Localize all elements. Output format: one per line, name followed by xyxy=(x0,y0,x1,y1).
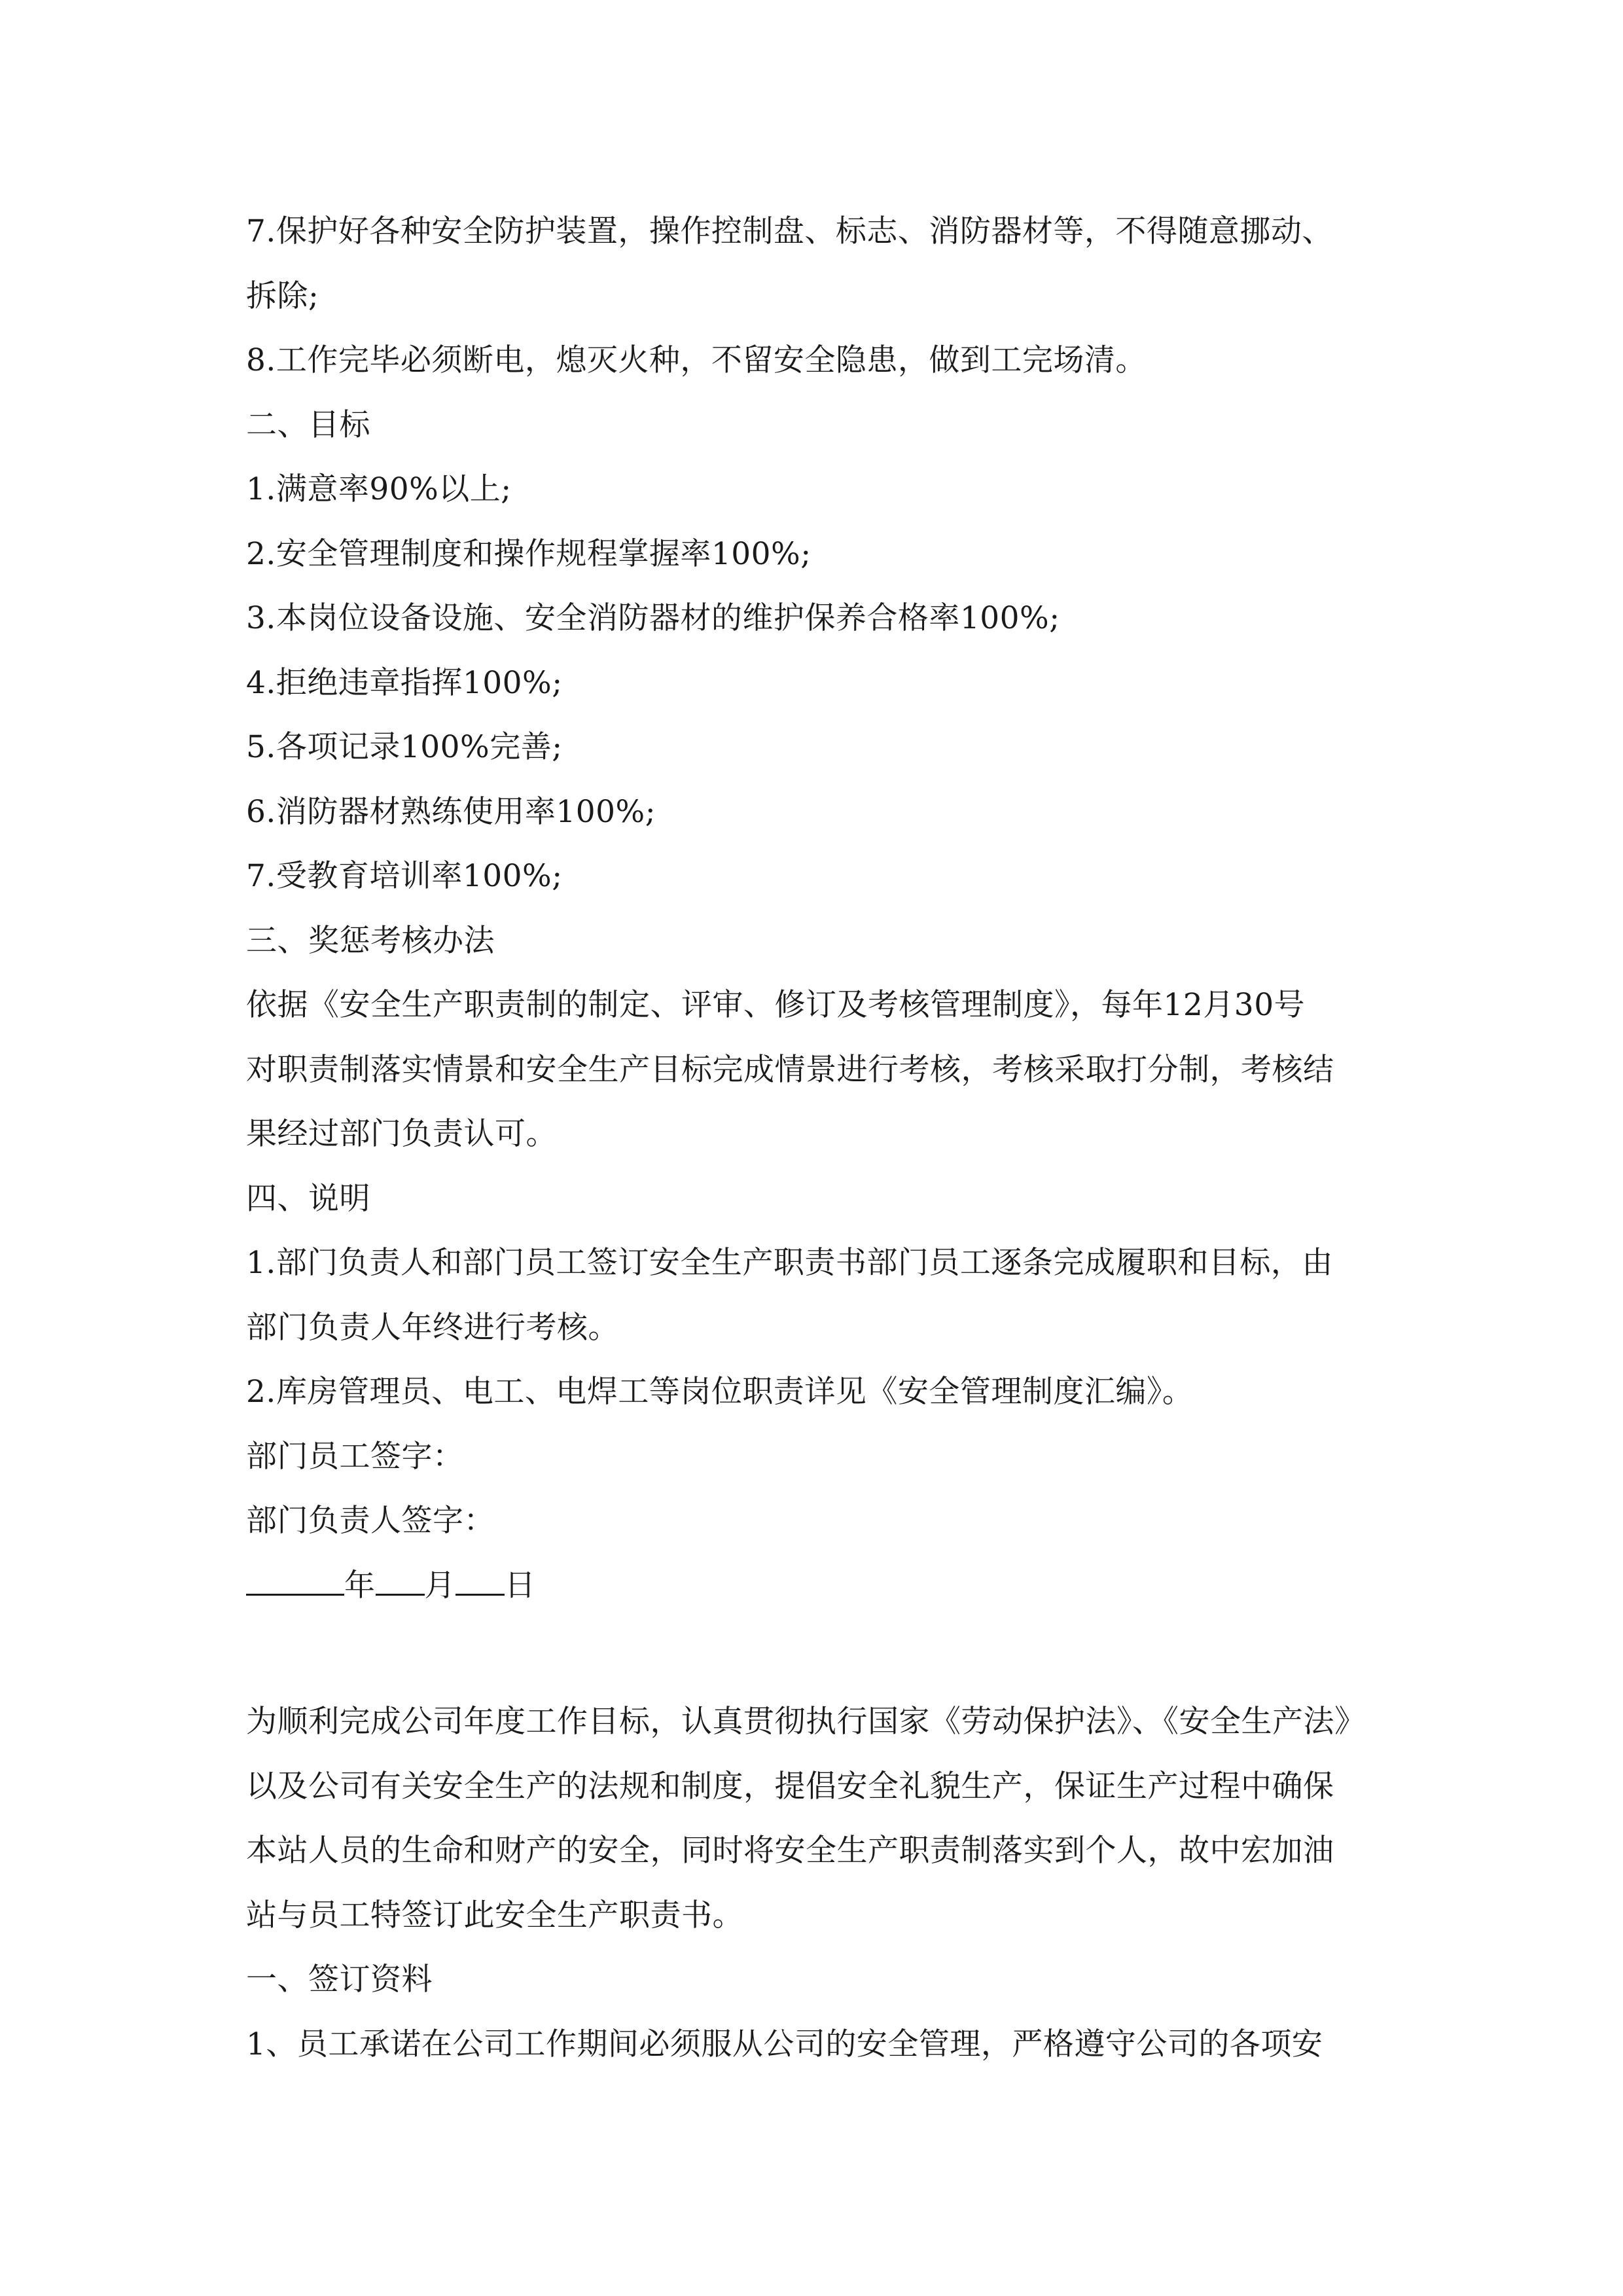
list-item: 7.受教育培训率100%; xyxy=(246,858,563,894)
text-line: 7.保护好各种安全防护装置，操作控制盘、标志、消防器材等，不得随意挪动、 xyxy=(246,213,1333,249)
list-item: 4.拒绝违章指挥100%; xyxy=(246,664,563,701)
list-item: 3.本岗位设备设施、安全消防器材的维护保养合格率100%; xyxy=(246,600,1060,636)
text-line: 拆除; xyxy=(246,278,319,314)
manager-signature-label: 部门负责人签字： xyxy=(246,1503,495,1539)
text-line: 1.部门负责人和部门员工签订安全生产职责书部门员工逐条完成履职和目标，由 xyxy=(246,1245,1333,1281)
year-label: 年 xyxy=(344,1567,376,1604)
month-blank xyxy=(376,1568,425,1596)
text-line: 本站人员的生命和财产的安全，同时将安全生产职责制落实到个人，故中宏加油 xyxy=(246,1833,1334,1869)
date-line xyxy=(246,1554,1385,1619)
list-item: 2.安全管理制度和操作规程掌握率100%; xyxy=(246,535,812,572)
month-label: 月 xyxy=(424,1567,455,1604)
list-item: 1.满意率90%以上; xyxy=(246,471,512,507)
section-heading: 四、说明 xyxy=(246,1180,370,1217)
document-body xyxy=(246,200,1385,2077)
text-line: 依据《安全生产职责制的制定、评审、修订及考核管理制度》，每年12月30号 xyxy=(246,987,1306,1023)
day-blank xyxy=(455,1568,505,1596)
text-line: 1、员工承诺在公司工作期间必须服从公司的安全管理，严格遵守公司的各项安 xyxy=(246,2026,1323,2062)
text-line: 为顺利完成公司年度工作目标，认真贯彻执行国家《劳动保护法》、《安全生产法》 xyxy=(246,1704,1366,1740)
text-line: 8.工作完毕必须断电，熄灭火种，不留安全隐患，做到工完场清。 xyxy=(246,342,1147,378)
list-item: 5.各项记录100%完善; xyxy=(246,729,563,765)
employee-signature-label: 部门员工签字： xyxy=(246,1438,464,1475)
list-item: 6.消防器材熟练使用率100%; xyxy=(246,793,656,830)
section-heading: 一、签订资料 xyxy=(246,1962,433,1998)
text-line: 站与员工特签订此安全生产职责书。 xyxy=(246,1897,743,1933)
paragraph-gap xyxy=(246,1618,1385,1690)
text-line: 对职责制落实情景和安全生产目标完成情景进行考核，考核采取打分制，考核结 xyxy=(246,1051,1334,1088)
text-line: 以及公司有关安全生产的法规和制度，提倡安全礼貌生产，保证生产过程中确保 xyxy=(246,1768,1334,1804)
text-line: 2.库房管理员、电工、电焊工等岗位职责详见《安全管理制度汇编》。 xyxy=(246,1374,1194,1410)
text-line: 果经过部门负责认可。 xyxy=(246,1116,557,1152)
day-label: 日 xyxy=(505,1567,536,1604)
year-blank xyxy=(246,1568,344,1596)
text-line: 部门负责人年终进行考核。 xyxy=(246,1309,619,1346)
section-heading: 三、奖惩考核办法 xyxy=(246,922,495,959)
section-heading: 二、目标 xyxy=(246,406,370,443)
